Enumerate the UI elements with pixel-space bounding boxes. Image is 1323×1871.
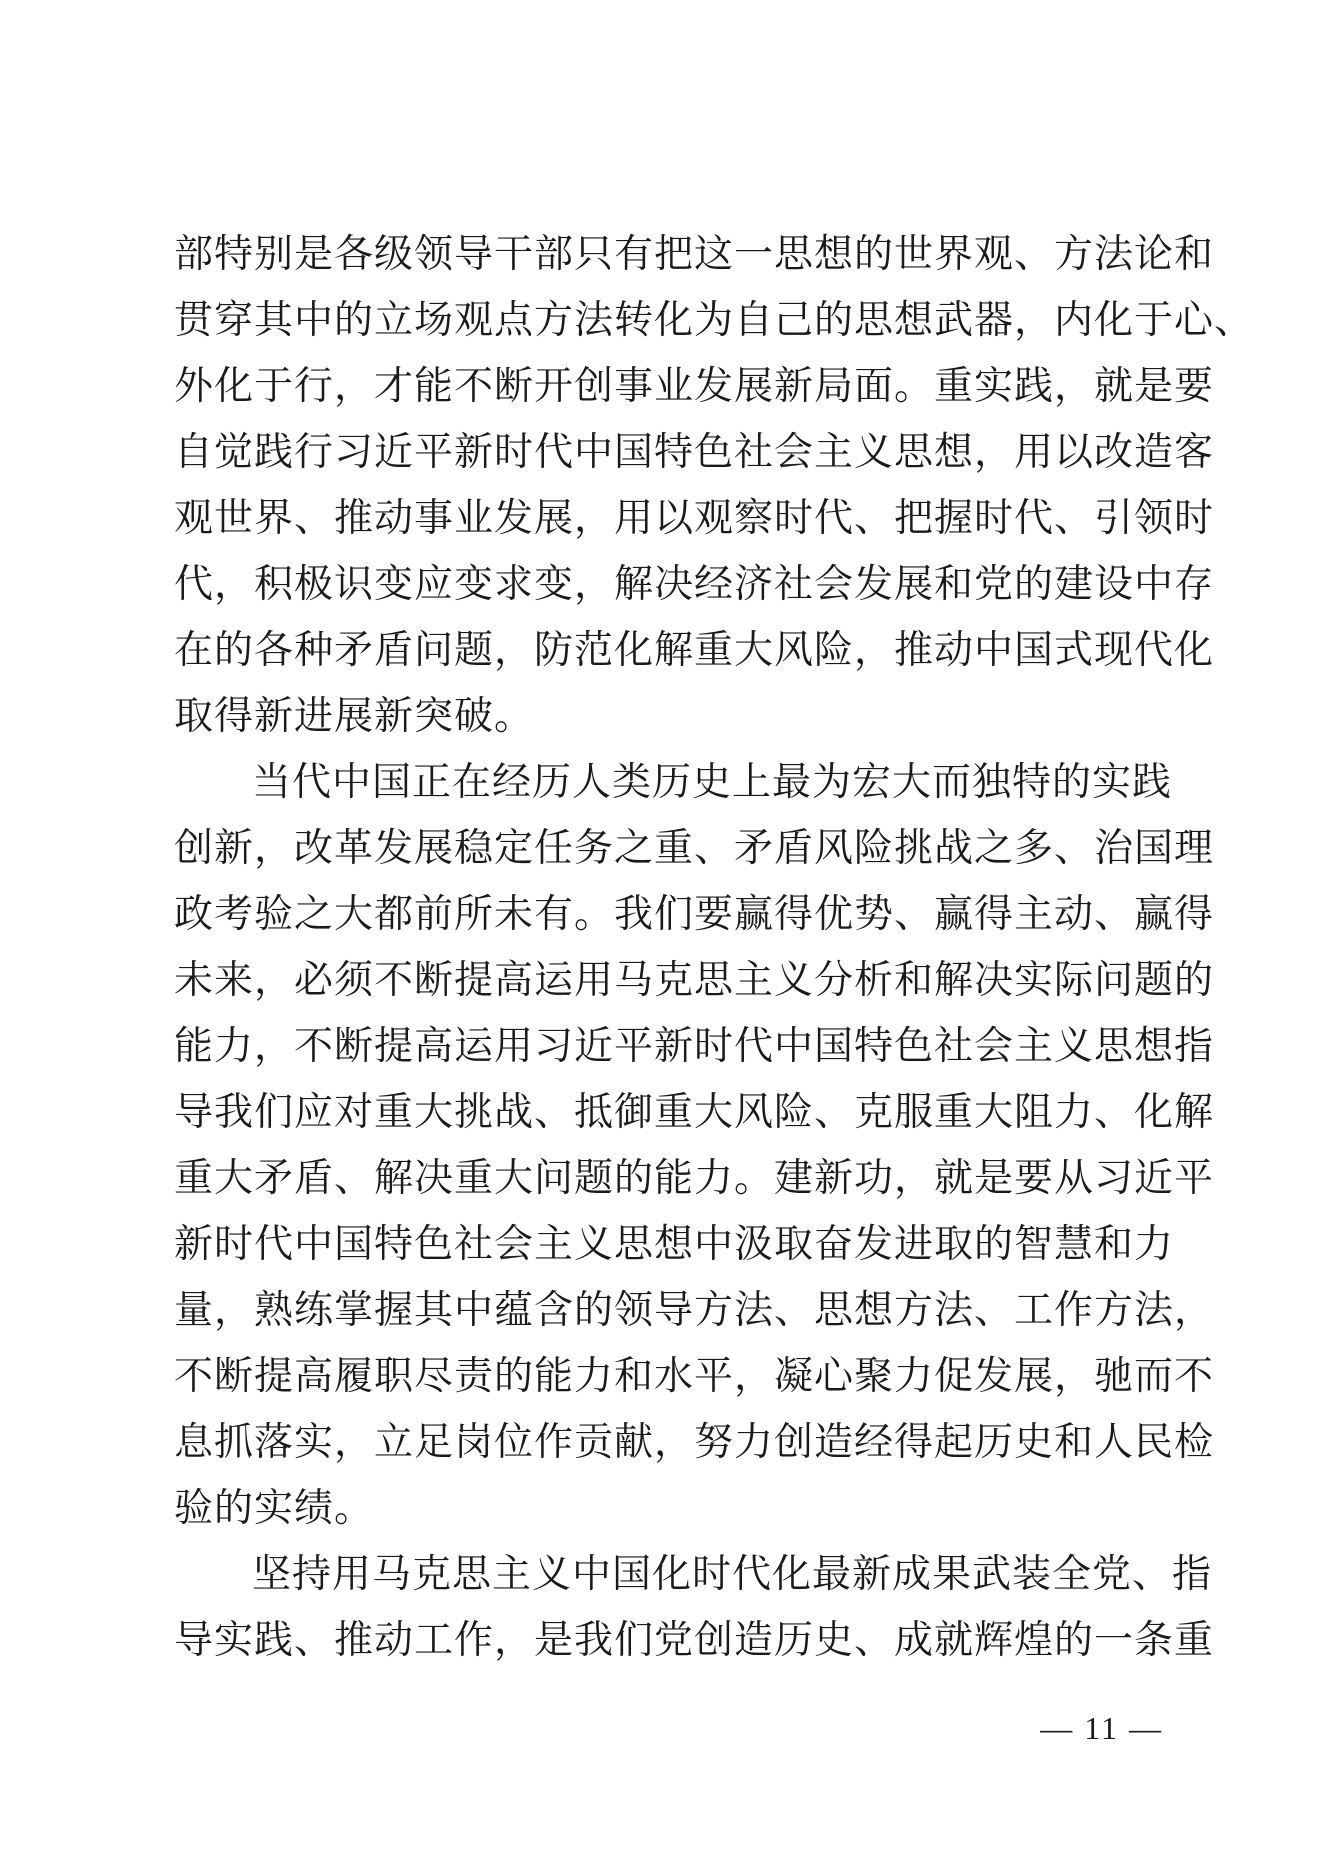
- text-line: 能力，不断提高运用习近平新时代中国特色社会主义思想指: [174, 1024, 1215, 1069]
- text-line: 观世界、推动事业发展，用以观察时代、把握时代、引领时: [174, 496, 1215, 541]
- text-line: 导实践、推动工作，是我们党创造历史、成就辉煌的一条重: [174, 1618, 1215, 1663]
- text-line: 重大矛盾、解决重大问题的能力。建新功，就是要从习近平: [174, 1156, 1215, 1201]
- text-line: 息抓落实，立足岗位作贡献，努力创造经得起历史和人民检: [174, 1420, 1215, 1465]
- text-line: 代，积极识变应变求变，解决经济社会发展和党的建设中存: [174, 562, 1215, 607]
- text-line: 在的各种矛盾问题，防范化解重大风险，推动中国式现代化: [174, 628, 1215, 673]
- text-line: 不断提高履职尽责的能力和水平，凝心聚力促发展，驰而不: [174, 1354, 1215, 1399]
- text-line: 政考验之大都前所未有。我们要赢得优势、赢得主动、赢得: [174, 892, 1215, 937]
- text-line: 验的实绩。: [174, 1486, 375, 1531]
- text-line: 取得新进展新突破。: [174, 694, 535, 739]
- body-text: [174, 222, 1255, 1674]
- text-line: 部特别是各级领导干部只有把这一思想的世界观、方法论和: [174, 232, 1215, 277]
- text-line: 量，熟练掌握其中蕴含的领导方法、思想方法、工作方法，: [174, 1288, 1215, 1333]
- text-line: 当代中国正在经历人类历史上最为宏大而独特的实践: [252, 760, 1173, 805]
- text-line: 坚持用马克思主义中国化时代化最新成果武装全党、指: [252, 1552, 1213, 1597]
- text-line: 外化于行，才能不断开创事业发展新局面。重实践，就是要: [174, 364, 1215, 409]
- text-line: 贯穿其中的立场观点方法转化为自己的思想武器，内化于心、: [174, 298, 1255, 343]
- text-line: 未来，必须不断提高运用马克思主义分析和解决实际问题的: [174, 958, 1215, 1003]
- text-line: 自觉践行习近平新时代中国特色社会主义思想，用以改造客: [174, 430, 1215, 475]
- text-line: 导我们应对重大挑战、抵御重大风险、克服重大阻力、化解: [174, 1090, 1215, 1135]
- text-line: 创新，改革发展稳定任务之重、矛盾风险挑战之多、治国理: [174, 826, 1215, 871]
- text-line: 新时代中国特色社会主义思想中汲取奋发进取的智慧和力: [174, 1222, 1175, 1267]
- page-number: — 11 —: [1040, 1710, 1163, 1746]
